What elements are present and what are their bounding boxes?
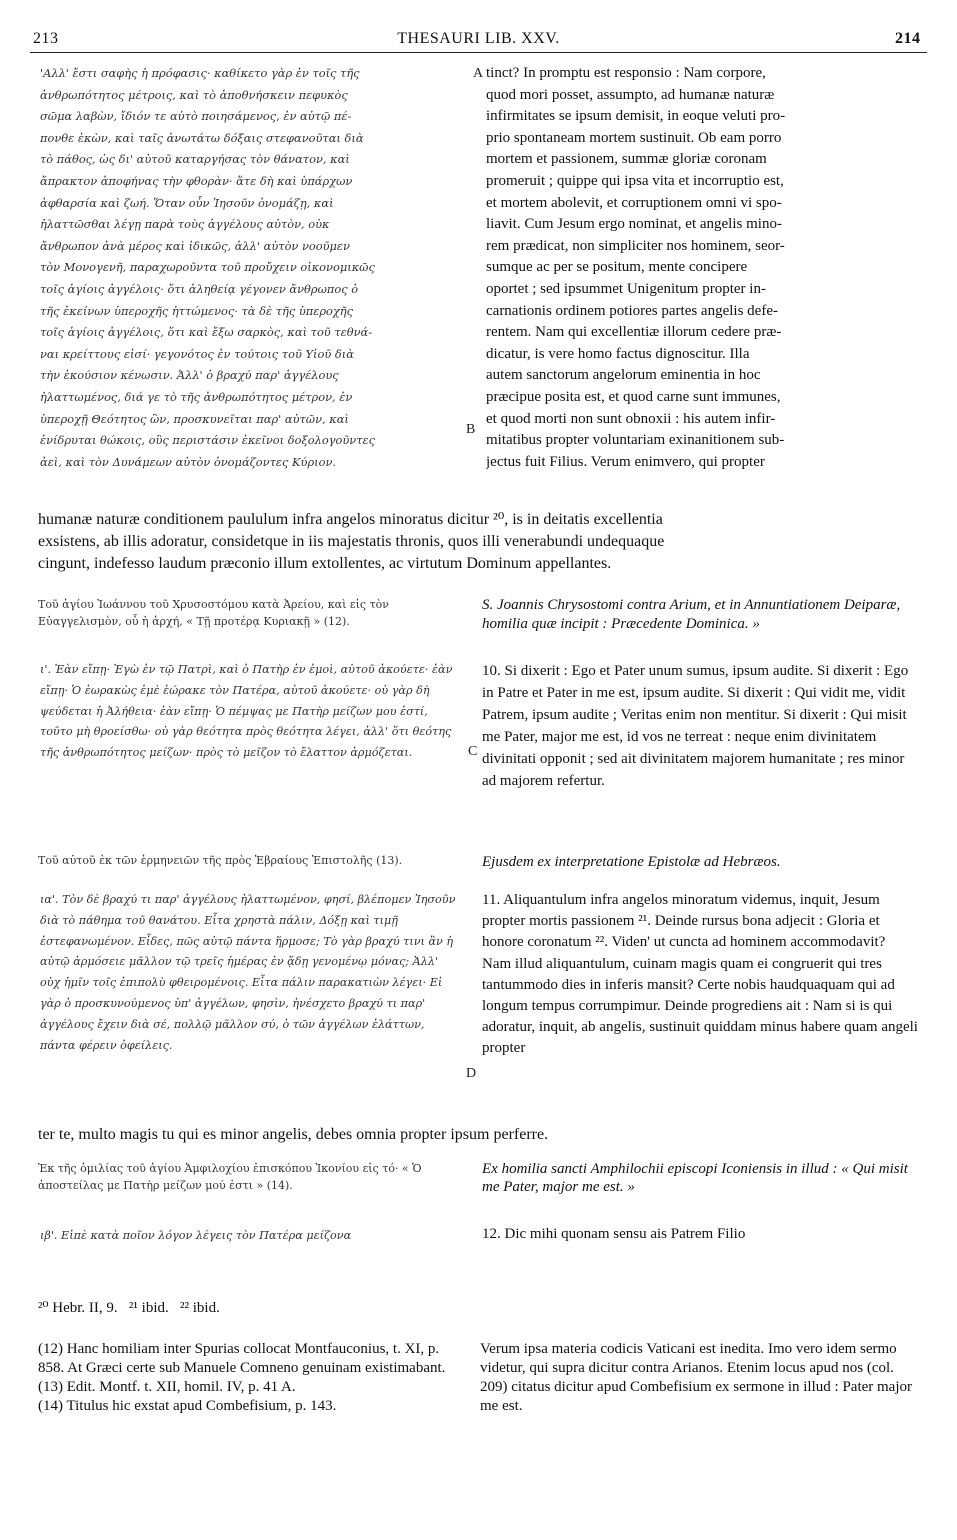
- endnotes-right: Verum ipsa materia codicis Vaticani est inedita. Imo vero idem sermo videtur, qui supra dicitur contra Arianos. Etenim locus apud nos (col. 209) citatus dicitur apud Combefisium ex sermone in illud : Pater major me est.: [480, 1341, 912, 1414]
- latin-line: præcipue posita est, et quod carne sunt immunes,: [486, 388, 781, 405]
- latin-line: oportet ; sed ipsummet Unigenitum propter in-: [486, 280, 766, 297]
- latin-line: et quod morti non sunt obnoxii : his autem infir-: [486, 410, 776, 427]
- section1-greek-heading: Τοῦ ἁγίου Ἰωάννου τοῦ Χρυσοστόμου κατὰ Ἀρείου, καὶ εἰς τὸν Εὐαγγελισμὸν, οὗ ἡ ἀρχή, « Τῇ προτέρᾳ Κυριακῇ » (12).: [38, 598, 389, 628]
- greek-line: ἄπρακτον ἀποφήνας τὴν φθορὰν· ἅτε δὴ καὶ ὑπάρχων: [40, 173, 353, 188]
- section3-latin-heading: Ex homilia sancti Amphilochii episcopi Iconiensis in illud : « Qui misit me Pater, major me est. »: [482, 1161, 908, 1195]
- endnote-12: (12) Hanc homiliam inter Spurias collocat Montfauconius, t. XI, p. 858. At Græci certe sub Manuele Comneno genuinam existimabant.: [38, 1341, 446, 1376]
- page-number-left: 213: [33, 30, 59, 47]
- margin-letter-d: D: [466, 1066, 477, 1081]
- latin-line: sumque ac per se positum, mente concipere: [486, 259, 748, 276]
- latin-line: carnationis ordinem potiores partes angelis defe-: [486, 302, 778, 319]
- section2-latin-text: 11. Aliquantulum infra angelos minoratum videmus, inquit, Jesum propter mortis passionem ²¹. Deinde rursus bona adjecit : Gloria et honore coronatum ²². Viden' ut cuncta ad hominem accommodavit? Nam illud aliquantulum, cuinam magis quam ei congruerit qui tres tantummodo dies in inferis mansit? Certe nobis haudquaquam qui ad longum tempus corrumpimur. Deinde progrediens ait : Nam si is qui adoratur, inquit, ab angelis, sustinuit quiddam minus habere quam angeli propter: [482, 892, 918, 1057]
- greek-line: πονθε ἑκὼν, καὶ ταῖς ἀνωτάτω δόξαις στεφανοῦται διὰ: [40, 130, 364, 145]
- full-width-text-top: [38, 509, 918, 575]
- latin-line: autem sanctorum angelorum eminentia in hoc: [486, 367, 761, 384]
- latin-line: rentem. Nam qui excellentiæ illorum cedere præ-: [486, 324, 782, 341]
- latin-line: rem prædicat, non simpliciter nos hominem, seor-: [486, 237, 785, 254]
- greek-line: τῆς ἐκείνων ὑπεροχῆς ἡττώμενος· τὰ δὲ τῆς ὑπεροχῆς: [40, 303, 353, 318]
- margin-letter-c: C: [468, 744, 478, 759]
- latin-line: liavit. Cum Jesum ergo nominat, et angelis mino-: [486, 216, 782, 233]
- latin-line: tinct? In promptu est responsio : Nam corpore,: [486, 65, 766, 81]
- full-line: humanæ naturæ conditionem paululum infra angelos minoratus dicitur ²⁰, is in deitatis excellentia: [38, 511, 663, 528]
- greek-line: ἀεὶ, καὶ τὸν Δυνάμεων αὐτὸν ὀνομάζοντες Κύριον.: [40, 454, 337, 469]
- greek-line: τὴν ἑκούσιον κένωσιν. Ἀλλ' ὁ βραχύ παρ' ἀγγέλους: [40, 368, 339, 383]
- greek-line: ἠλαττωμένος, διά γε τὸ τῆς ἀνθρωπότητος μέτρον, ἐν: [40, 389, 353, 404]
- greek-line: ἠλαττῶσθαι λέγῃ παρὰ τοὺς ἀγγέλους αὐτὸν, οὐκ: [40, 217, 330, 232]
- section2-latin-heading: Ejusdem ex interpretatione Epistolæ ad Hebræos.: [482, 854, 781, 870]
- endnotes-left: [38, 1340, 458, 1416]
- section3-latin-text: 12. Dic mihi quonam sensu ais Patrem Filio: [482, 1226, 746, 1242]
- section2-greek-text: ια'. Τὸν δὲ βραχύ τι παρ' ἀγγέλους ἠλαττωμένον, φησί, βλέπομεν Ἰησοῦν διὰ τὸ πάθημα τοῦ θανάτου. Εἶτα χρηστὰ πάλιν, Δόξῃ καὶ τιμῇ ἐστεφανωμένον. Εἶδες, πῶς αὐτῷ πάντα ἥρμοσε; Τὸ γὰρ βραχύ τινι ἂν ἡ αὐτῷ ἁρμόσειε μᾶλλον τῷ τρεῖς ἡμέρας ἐν ᾅδῃ γενομένῳ μόνας; Ἀλλ' οὐχ ἡμῖν τοῖς ἐπιπολὺ φθειρομένοις. Εἶτα πάλιν παρακατιὼν λέγει· Εἰ γὰρ ὁ προσκυνούμενος ὑπ' ἀγγέλων, φησὶν, ἠνέσχετο βραχύ τι παρ' ἀγγέλους ἔχειν διὰ σέ, πολλῷ μᾶλλον σύ, ὁ τῶν ἀγγέλων ἐλάττων, πάντα φέρειν ὀφείλεις.: [40, 893, 456, 1052]
- section1-greek-text: ι'. Ἐὰν εἴπῃ· Ἐγὼ ἐν τῷ Πατρὶ, καὶ ὁ Πατὴρ ἐν ἐμοὶ, αὐτοῦ ἀκούετε· ἐὰν εἴπῃ· Ὁ ἑωρακὼς ἐμὲ ἑώρακε τὸν Πατέρα, αὐτοῦ ἀκούετε· οὐ γὰρ δὴ ψεύδεται ἡ Ἀλήθεια· ἐὰν εἴπῃ· Ὁ πέμψας με Πατὴρ μείζων μου ἐστί, τοῦτο μὴ θροείσθω· οὐ γὰρ θεότητα πρὸς θεότητα λέγει, ἀλλ' ὅτι θεότης τῆς ἀνθρωπότητος μείζων· πρὸς τὸ μεῖζον τὸ ἔλαττον ἁρμόζεται.: [40, 663, 453, 760]
- greek-line: ἄνθρωπον ἀνὰ μέρος καὶ ἰδικῶς, ἀλλ' αὐτὸν νοοῦμεν: [40, 238, 350, 253]
- latin-column-top: [486, 63, 926, 473]
- latin-line: jectus fuit Filius. Verum enimvero, qui propter: [486, 453, 765, 470]
- full-line: exsistens, ab illis adoratur, considetque in iis majestatis thronis, quos illi venerabundi undequaque: [38, 533, 665, 550]
- greek-line: τὸ πάθος, ὡς δι' αὐτοῦ καταργήσας τὸν θάνατον, καὶ: [40, 152, 350, 167]
- latin-line: prio spontaneam mortem sustinuit. Ob eam porro: [486, 129, 782, 146]
- section2-greek-heading: Τοῦ αὐτοῦ ἐκ τῶν ἑρμηνειῶν τῆς πρὸς Ἑβραίους Ἐπιστολῆς (13).: [38, 854, 403, 867]
- greek-line: τοῖς ἁγίοις ἀγγέλοις, ὅτι καὶ ἔξω σαρκὸς, καὶ τοῦ τεθνά-: [40, 325, 373, 340]
- margin-letter-b: B: [466, 422, 476, 437]
- greek-line: ναι κρείττους εἰσί· γεγονότος ἐν τούτοις τοῦ Υἱοῦ διὰ: [40, 346, 354, 361]
- greek-line: τοῖς ἁγίοις ἀγγέλοις· ὅτι ἀληθείᾳ γέγονεν ἄνθρωπος ὁ: [40, 281, 359, 296]
- margin-letter-a: A: [473, 66, 484, 81]
- greek-line: ἐνίδρυται θώκοις, οὓς περιστάσιν ἐκεῖνοι δοξολογοῦντες: [40, 433, 375, 448]
- endnote-14: (14) Titulus hic exstat apud Combefisium, p. 143.: [38, 1398, 337, 1414]
- latin-line: mortem et passionem, summæ gloriæ coronam: [486, 151, 767, 168]
- latin-line: infirmitates se ipsum demisit, in eoque veluti pro-: [486, 108, 786, 125]
- greek-line: τὸν Μονογενῆ, παραχωροῦντα τοῦ προὔχειν οἰκονομικῶς: [40, 260, 375, 275]
- full-line: cingunt, indefesso laudum præconio illum extollentes, ac virtutum Dominum appellantes.: [38, 555, 612, 572]
- latin-line: mitatibus propter voluntariam exinanitionem sub-: [486, 432, 785, 449]
- running-title: THESAURI LIB. XXV.: [397, 30, 560, 47]
- endnote-13: (13) Edit. Montf. t. XII, homil. IV, p. 41 A.: [38, 1379, 296, 1395]
- section1-latin-heading: S. Joannis Chrysostomi contra Arium, et in Annuntiationem Deiparæ, homilia quæ incipit : Præcedente Dominica. »: [482, 597, 901, 632]
- greek-line: ἀνθρωπότητος μέτροις, καὶ τὸ ἀποθνήσκειν πεφυκὸς: [40, 87, 348, 102]
- latin-line: promeruit ; quippe qui ipsa vita et incorruptio est,: [486, 172, 784, 189]
- scripture-footnotes: ²⁰ Hebr. II, 9. ²¹ ibid. ²² ibid.: [38, 1300, 220, 1316]
- latin-line: et mortem abolevit, et corruptionem omni vi spo-: [486, 194, 782, 211]
- latin-line: quod mori posset, assumpto, ad humanæ naturæ: [486, 86, 775, 103]
- header-rule: [30, 52, 927, 53]
- section1-latin-text: 10. Si dixerit : Ego et Pater unum sumus, ipsum audite. Si dixerit : Ego in Patre et Pater in me est, ipsum audite. Si dixerit : Qui vidit me, vidit Patrem, ipsum audite ; Veritas enim non mentitur. Si dixerit : Qui misit me Pater, major me est, id vos ne terreat : neque enim divinitatem divinitati opponit ; sed ait divinitatem majorem humanitate ; res minor ad majorem refertur.: [482, 663, 909, 789]
- greek-line: σῶμα λαβὼν, ἴδιόν τε αὐτὸ ποιησάμενος, ἐν αὐτῷ πέ-: [40, 109, 352, 124]
- greek-column-top: [40, 63, 470, 473]
- section2-full-width-line: ter te, multo magis tu qui es minor angelis, debes omnia propter ipsum perferre.: [38, 1126, 549, 1143]
- greek-line: ἀφθαρσία καὶ ζωή. Ὅταν οὖν Ἰησοῦν ὀνομάζῃ, καὶ: [40, 195, 334, 210]
- page-number-right: 214: [895, 30, 921, 47]
- greek-line: ὑπεροχῇ Θεότητος ὢν, προσκυνεῖται παρ' αὐτῶν, καὶ: [40, 411, 349, 426]
- greek-line: 'Αλλ' ἔστι σαφὴς ἡ πρόφασις· καθίκετο γὰρ ἐν τοῖς τῆς: [40, 66, 360, 80]
- latin-line: dicatur, is vere homo factus dignoscitur. Illa: [486, 345, 750, 362]
- section3-greek-text: ιβ'. Εἰπὲ κατὰ ποῖον λόγον λέγεις τὸν Πατέρα μείζονα: [40, 1229, 352, 1242]
- section3-greek-heading: Ἐκ τῆς ὁμιλίας τοῦ ἁγίου Ἀμφιλοχίου ἐπισκόπου Ἰκονίου εἰς τό· « Ὁ ἀποστείλας με Πατὴρ μείζων μού ἐστι » (14).: [38, 1162, 422, 1192]
